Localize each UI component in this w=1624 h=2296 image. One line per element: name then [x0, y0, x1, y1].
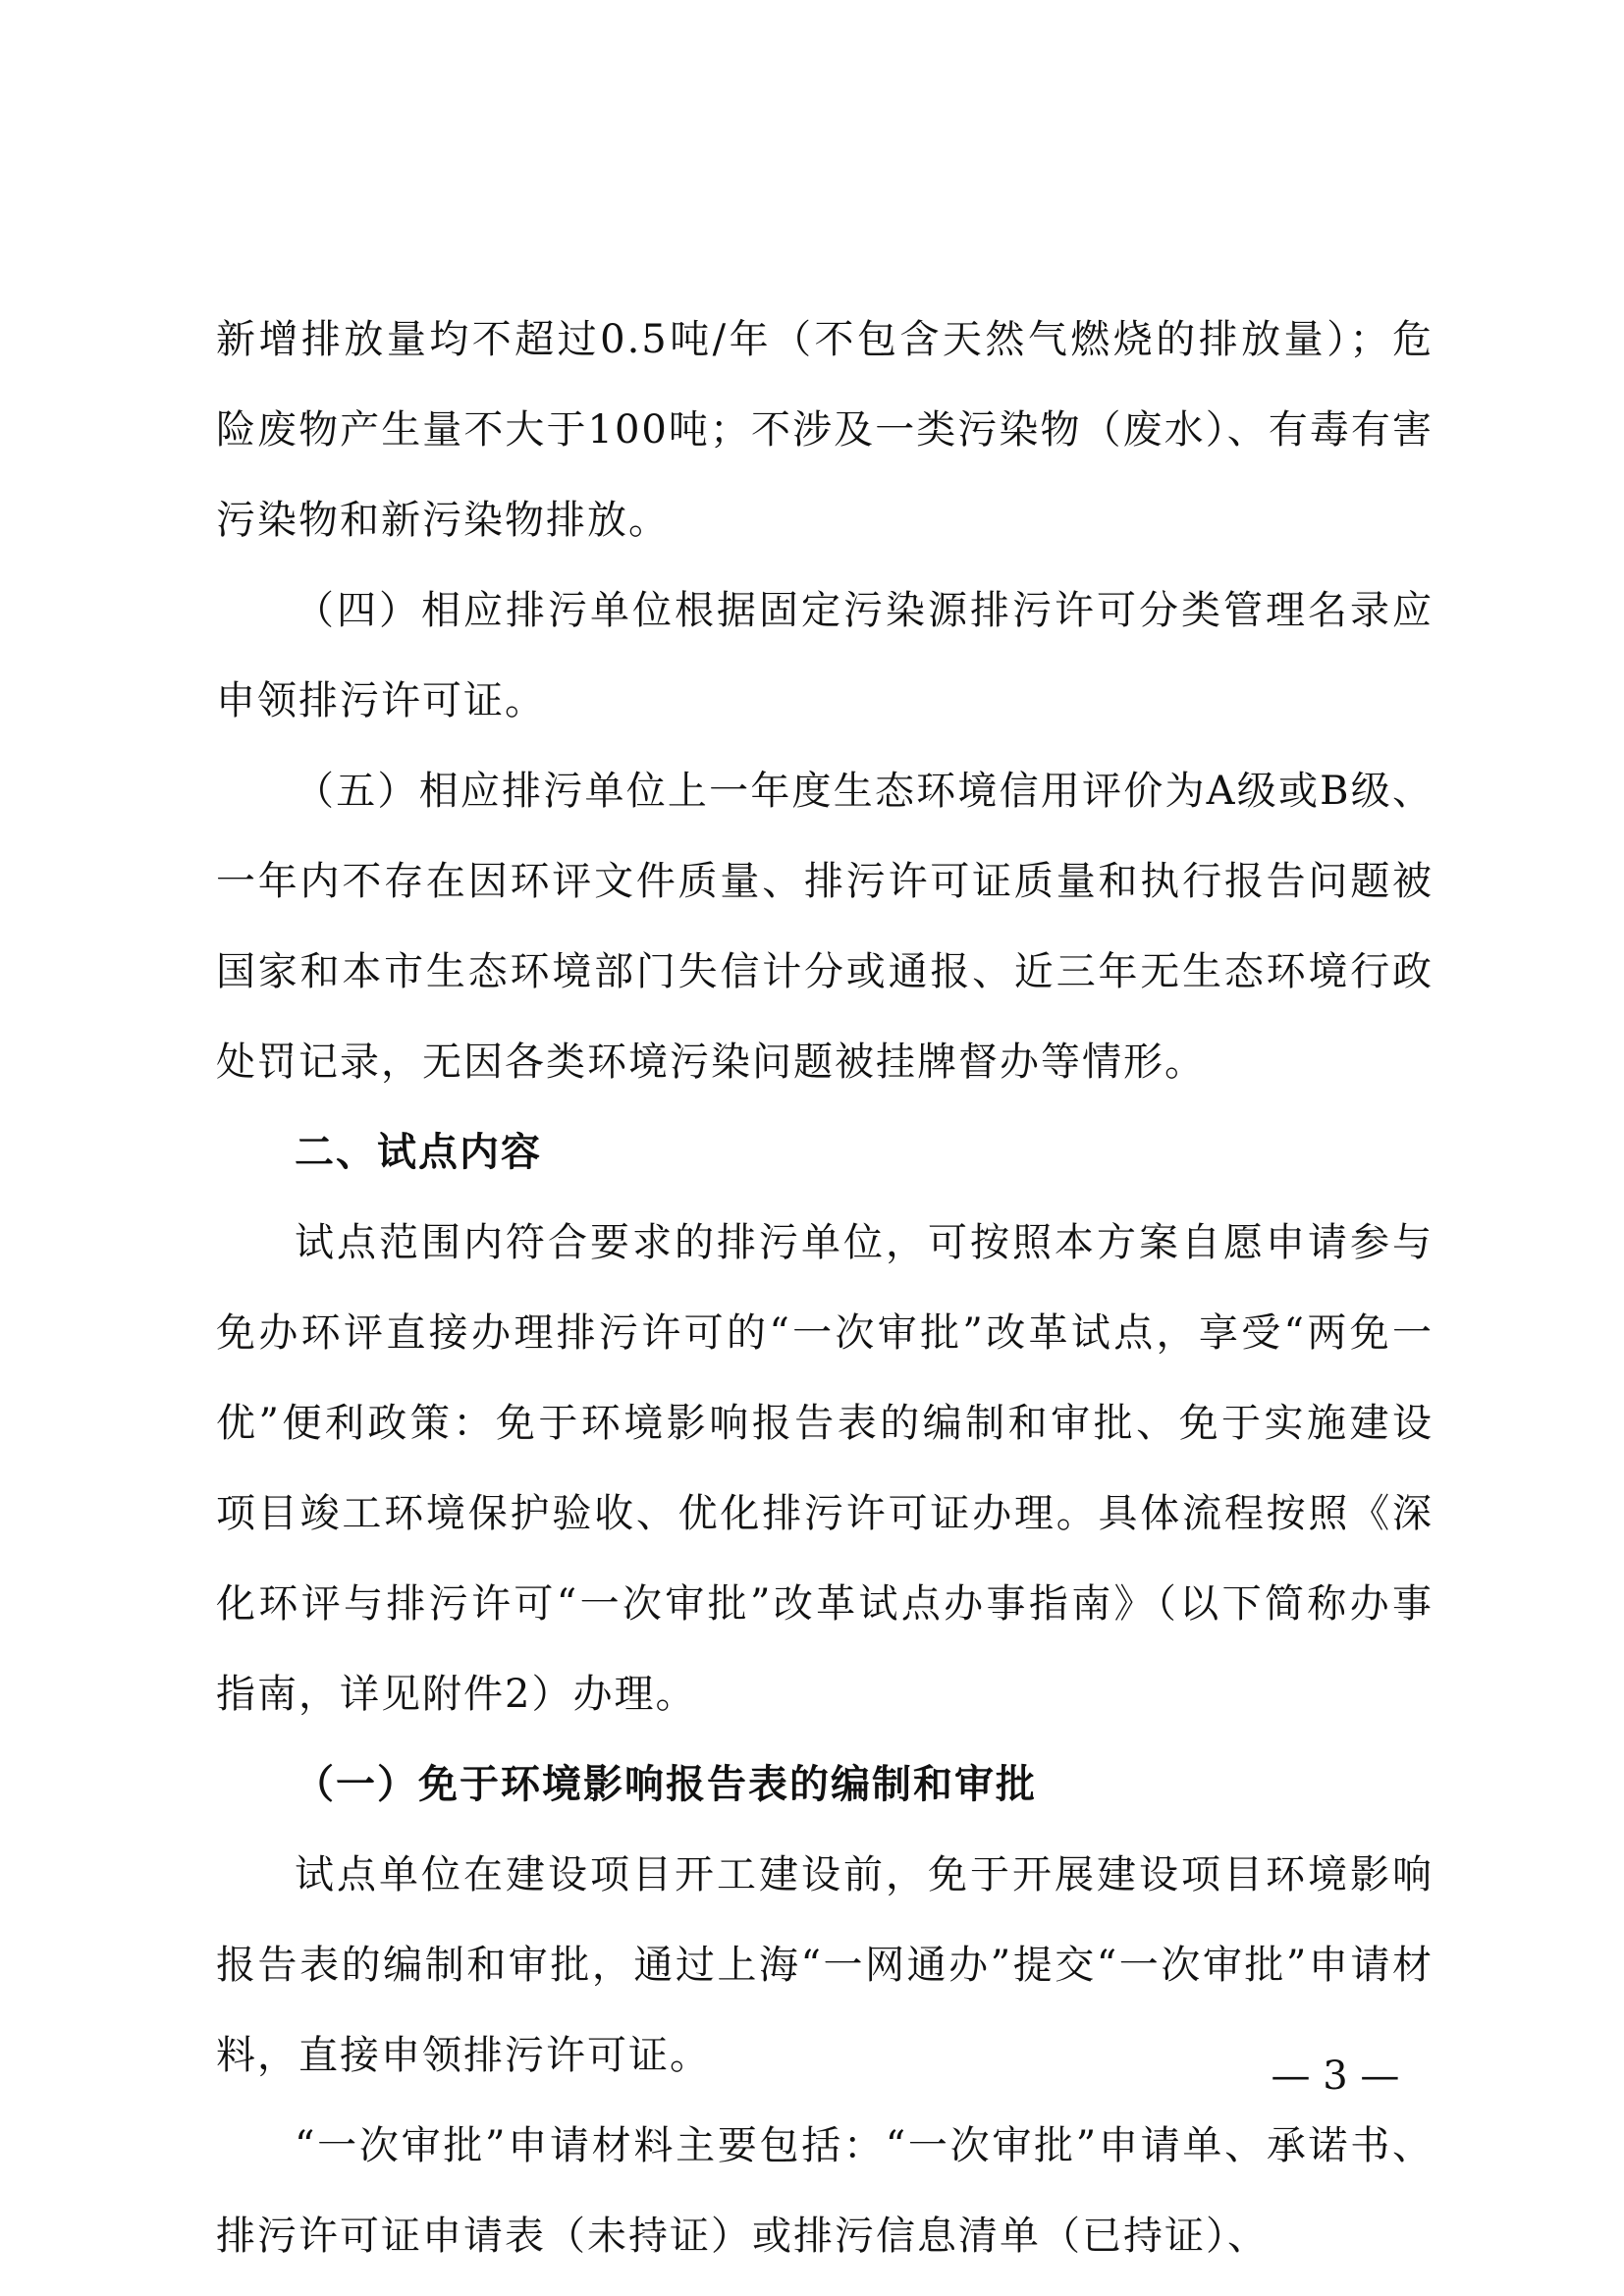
paragraph-condition-four: （四）相应排污单位根据固定污染源排污许可分类管理名录应申领排污许可证。 [216, 588, 1434, 723]
paragraph-pilot-scope: 试点范围内符合要求的排污单位，可按照本方案自愿申请参与免办环评直接办理排污许可的“一次审批”改革试点，享受“两免一优”便利政策：免于环境影响报告表的编制和审批、免于实施建设项目竣工环境保护验收、优化排污许可证办理。具体流程按照《深化环评与排污许可“一次审批”改革试点办事指南》（以下简称办事指南，详见附件2）办理。 [216, 1220, 1434, 1717]
document-body [216, 294, 1434, 2281]
paragraph-emission-limits: 新增排放量均不超过0.5吨/年（不包含天然气燃烧的排放量）；危险废物产生量不大于100吨；不涉及一类污染物（废水）、有毒有害污染物和新污染物排放。 [216, 317, 1434, 543]
page-number: — 3 — [1271, 2054, 1400, 2099]
section-heading-pilot-content: 二、试点内容 [295, 1130, 542, 1175]
paragraph-exemption-detail: 试点单位在建设项目开工建设前，免于开展建设项目环境影响报告表的编制和审批，通过上海“一网通办”提交“一次审批”申请材料，直接申领排污许可证。 [216, 1852, 1434, 2078]
subheading-exemption: （一）免于环境影响报告表的编制和审批 [295, 1761, 1037, 1807]
paragraph-application-materials: “一次审批”申请材料主要包括：“一次审批”申请单、承诺书、排污许可证申请表（未持证）或排污信息清单（已持证）、 [216, 2123, 1434, 2259]
paragraph-condition-five: （五）相应排污单位上一年度生态环境信用评价为A级或B级、一年内不存在因环评文件质量、排污许可证质量和执行报告问题被国家和本市生态环境部门失信计分或通报、近三年无生态环境行政处罚记录，无因各类环境污染问题被挂牌督办等情形。 [216, 769, 1434, 1085]
